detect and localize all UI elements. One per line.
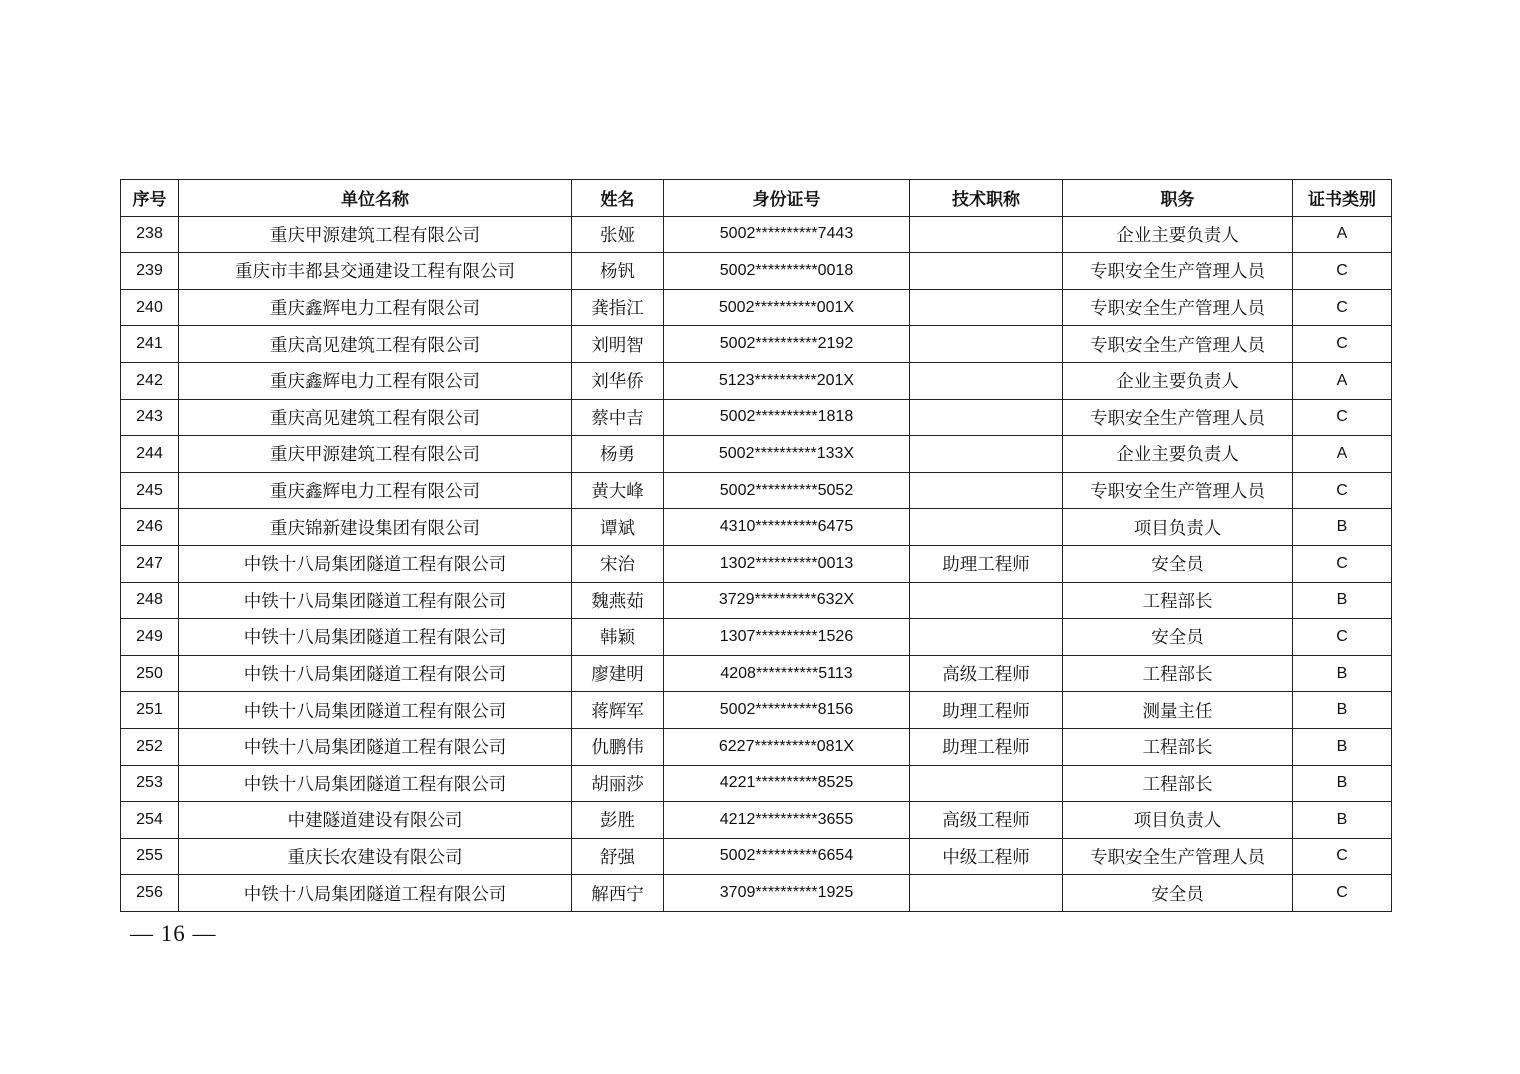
- person-name-cell: 杨勇: [572, 436, 664, 473]
- serial-no-cell: 240: [121, 289, 179, 326]
- position-cell: 工程部长: [1063, 728, 1293, 765]
- serial-no-cell: 248: [121, 582, 179, 619]
- technical-title-cell: 中级工程师: [910, 838, 1063, 875]
- id-number-cell: 3729**********632X: [664, 582, 910, 619]
- table-row: [121, 582, 1392, 619]
- unit-name-cell: 重庆长农建设有限公司: [179, 838, 572, 875]
- header-unit-name: 单位名称: [179, 180, 572, 217]
- table-row: [121, 875, 1392, 912]
- unit-name-cell: 重庆甲源建筑工程有限公司: [179, 436, 572, 473]
- serial-no-cell: 254: [121, 802, 179, 839]
- serial-no-cell: 251: [121, 692, 179, 729]
- position-cell: 专职安全生产管理人员: [1063, 399, 1293, 436]
- unit-name-cell: 重庆高见建筑工程有限公司: [179, 399, 572, 436]
- unit-name-cell: 中铁十八局集团隧道工程有限公司: [179, 728, 572, 765]
- position-cell: 企业主要负责人: [1063, 362, 1293, 399]
- serial-no-cell: 238: [121, 216, 179, 253]
- unit-name-cell: 重庆鑫辉电力工程有限公司: [179, 362, 572, 399]
- technical-title-cell: [910, 509, 1063, 546]
- person-name-cell: 解西宁: [572, 875, 664, 912]
- person-name-cell: 刘华侨: [572, 362, 664, 399]
- position-cell: 工程部长: [1063, 582, 1293, 619]
- table-row: [121, 728, 1392, 765]
- certificate-type-cell: B: [1293, 765, 1392, 802]
- unit-name-cell: 中铁十八局集团隧道工程有限公司: [179, 545, 572, 582]
- serial-no-cell: 246: [121, 509, 179, 546]
- id-number-cell: 1302**********0013: [664, 545, 910, 582]
- id-number-cell: 1307**********1526: [664, 619, 910, 656]
- technical-title-cell: [910, 399, 1063, 436]
- unit-name-cell: 中铁十八局集团隧道工程有限公司: [179, 875, 572, 912]
- person-name-cell: 舒强: [572, 838, 664, 875]
- position-cell: 专职安全生产管理人员: [1063, 289, 1293, 326]
- id-number-cell: 5002**********7443: [664, 216, 910, 253]
- unit-name-cell: 重庆鑫辉电力工程有限公司: [179, 289, 572, 326]
- id-number-cell: 5002**********001X: [664, 289, 910, 326]
- table-row: [121, 509, 1392, 546]
- serial-no-cell: 242: [121, 362, 179, 399]
- unit-name-cell: 重庆鑫辉电力工程有限公司: [179, 472, 572, 509]
- person-name-cell: 仇鹏伟: [572, 728, 664, 765]
- position-cell: 项目负责人: [1063, 509, 1293, 546]
- technical-title-cell: [910, 216, 1063, 253]
- person-name-cell: 胡丽莎: [572, 765, 664, 802]
- technical-title-cell: 助理工程师: [910, 692, 1063, 729]
- certificate-type-cell: C: [1293, 289, 1392, 326]
- certificate-type-cell: B: [1293, 509, 1392, 546]
- position-cell: 工程部长: [1063, 765, 1293, 802]
- id-number-cell: 4310**********6475: [664, 509, 910, 546]
- certificate-type-cell: C: [1293, 545, 1392, 582]
- technical-title-cell: 高级工程师: [910, 802, 1063, 839]
- table-row: [121, 838, 1392, 875]
- id-number-cell: 5123**********201X: [664, 362, 910, 399]
- technical-title-cell: [910, 289, 1063, 326]
- table-row: [121, 436, 1392, 473]
- position-cell: 项目负责人: [1063, 802, 1293, 839]
- unit-name-cell: 中铁十八局集团隧道工程有限公司: [179, 582, 572, 619]
- unit-name-cell: 中铁十八局集团隧道工程有限公司: [179, 619, 572, 656]
- certificate-type-cell: C: [1293, 838, 1392, 875]
- technical-title-cell: 助理工程师: [910, 545, 1063, 582]
- technical-title-cell: [910, 582, 1063, 619]
- table-row: [121, 399, 1392, 436]
- table-row: [121, 765, 1392, 802]
- technical-title-cell: [910, 765, 1063, 802]
- person-name-cell: 彭胜: [572, 802, 664, 839]
- unit-name-cell: 中铁十八局集团隧道工程有限公司: [179, 765, 572, 802]
- id-number-cell: 4221**********8525: [664, 765, 910, 802]
- person-name-cell: 刘明智: [572, 326, 664, 363]
- id-number-cell: 5002**********8156: [664, 692, 910, 729]
- position-cell: 安全员: [1063, 875, 1293, 912]
- position-cell: 专职安全生产管理人员: [1063, 838, 1293, 875]
- technical-title-cell: 高级工程师: [910, 655, 1063, 692]
- certificate-type-cell: B: [1293, 802, 1392, 839]
- person-name-cell: 张娅: [572, 216, 664, 253]
- serial-no-cell: 253: [121, 765, 179, 802]
- id-number-cell: 5002**********0018: [664, 253, 910, 290]
- unit-name-cell: 重庆高见建筑工程有限公司: [179, 326, 572, 363]
- table-row: [121, 472, 1392, 509]
- unit-name-cell: 重庆市丰都县交通建设工程有限公司: [179, 253, 572, 290]
- id-number-cell: 5002**********6654: [664, 838, 910, 875]
- id-number-cell: 5002**********2192: [664, 326, 910, 363]
- header-id-number: 身份证号: [664, 180, 910, 217]
- table-row: [121, 216, 1392, 253]
- person-name-cell: 谭斌: [572, 509, 664, 546]
- serial-no-cell: 255: [121, 838, 179, 875]
- unit-name-cell: 重庆锦新建设集团有限公司: [179, 509, 572, 546]
- serial-no-cell: 245: [121, 472, 179, 509]
- id-number-cell: 4208**********5113: [664, 655, 910, 692]
- header-serial-no: 序号: [121, 180, 179, 217]
- certificate-type-cell: C: [1293, 619, 1392, 656]
- certificate-type-cell: C: [1293, 472, 1392, 509]
- person-name-cell: 杨钒: [572, 253, 664, 290]
- technical-title-cell: [910, 362, 1063, 399]
- person-name-cell: 宋治: [572, 545, 664, 582]
- certificate-type-cell: B: [1293, 655, 1392, 692]
- position-cell: 测量主任: [1063, 692, 1293, 729]
- table-header: [121, 180, 1392, 217]
- table-row: [121, 253, 1392, 290]
- serial-no-cell: 252: [121, 728, 179, 765]
- position-cell: 专职安全生产管理人员: [1063, 472, 1293, 509]
- id-number-cell: 3709**********1925: [664, 875, 910, 912]
- position-cell: 企业主要负责人: [1063, 436, 1293, 473]
- position-cell: 安全员: [1063, 619, 1293, 656]
- person-name-cell: 韩颖: [572, 619, 664, 656]
- certificate-type-cell: C: [1293, 326, 1392, 363]
- table-row: [121, 692, 1392, 729]
- table-row: [121, 655, 1392, 692]
- unit-name-cell: 中铁十八局集团隧道工程有限公司: [179, 655, 572, 692]
- person-name-cell: 蒋辉军: [572, 692, 664, 729]
- certificate-type-cell: B: [1293, 582, 1392, 619]
- id-number-cell: 5002**********1818: [664, 399, 910, 436]
- position-cell: 工程部长: [1063, 655, 1293, 692]
- technical-title-cell: [910, 253, 1063, 290]
- serial-no-cell: 247: [121, 545, 179, 582]
- table-row: [121, 362, 1392, 399]
- unit-name-cell: 中铁十八局集团隧道工程有限公司: [179, 692, 572, 729]
- certificate-type-cell: A: [1293, 362, 1392, 399]
- certificate-type-cell: B: [1293, 692, 1392, 729]
- technical-title-cell: [910, 436, 1063, 473]
- id-number-cell: 5002**********5052: [664, 472, 910, 509]
- table-body: [121, 216, 1392, 911]
- person-name-cell: 廖建明: [572, 655, 664, 692]
- technical-title-cell: [910, 326, 1063, 363]
- page-number: — 16 —: [130, 921, 217, 946]
- certificate-type-cell: A: [1293, 436, 1392, 473]
- certificate-type-cell: C: [1293, 875, 1392, 912]
- person-name-cell: 魏燕茹: [572, 582, 664, 619]
- table-row: [121, 619, 1392, 656]
- certificate-type-cell: C: [1293, 253, 1392, 290]
- id-number-cell: 5002**********133X: [664, 436, 910, 473]
- serial-no-cell: 256: [121, 875, 179, 912]
- technical-title-cell: 助理工程师: [910, 728, 1063, 765]
- id-number-cell: 6227**********081X: [664, 728, 910, 765]
- position-cell: 专职安全生产管理人员: [1063, 326, 1293, 363]
- header-row: [121, 180, 1392, 217]
- serial-no-cell: 241: [121, 326, 179, 363]
- person-name-cell: 蔡中吉: [572, 399, 664, 436]
- header-position: 职务: [1063, 180, 1293, 217]
- header-person-name: 姓名: [572, 180, 664, 217]
- id-number-cell: 4212**********3655: [664, 802, 910, 839]
- person-name-cell: 龚指江: [572, 289, 664, 326]
- position-cell: 企业主要负责人: [1063, 216, 1293, 253]
- table-row: [121, 326, 1392, 363]
- technical-title-cell: [910, 875, 1063, 912]
- certificate-type-cell: A: [1293, 216, 1392, 253]
- serial-no-cell: 239: [121, 253, 179, 290]
- table-row: [121, 802, 1392, 839]
- header-technical-title: 技术职称: [910, 180, 1063, 217]
- personnel-table: [120, 179, 1392, 912]
- technical-title-cell: [910, 619, 1063, 656]
- unit-name-cell: 重庆甲源建筑工程有限公司: [179, 216, 572, 253]
- table-row: [121, 545, 1392, 582]
- certificate-type-cell: C: [1293, 399, 1392, 436]
- serial-no-cell: 249: [121, 619, 179, 656]
- serial-no-cell: 244: [121, 436, 179, 473]
- table-row: [121, 289, 1392, 326]
- serial-no-cell: 250: [121, 655, 179, 692]
- position-cell: 专职安全生产管理人员: [1063, 253, 1293, 290]
- header-certificate-type: 证书类别: [1293, 180, 1392, 217]
- unit-name-cell: 中建隧道建设有限公司: [179, 802, 572, 839]
- person-name-cell: 黄大峰: [572, 472, 664, 509]
- position-cell: 安全员: [1063, 545, 1293, 582]
- certificate-type-cell: B: [1293, 728, 1392, 765]
- serial-no-cell: 243: [121, 399, 179, 436]
- technical-title-cell: [910, 472, 1063, 509]
